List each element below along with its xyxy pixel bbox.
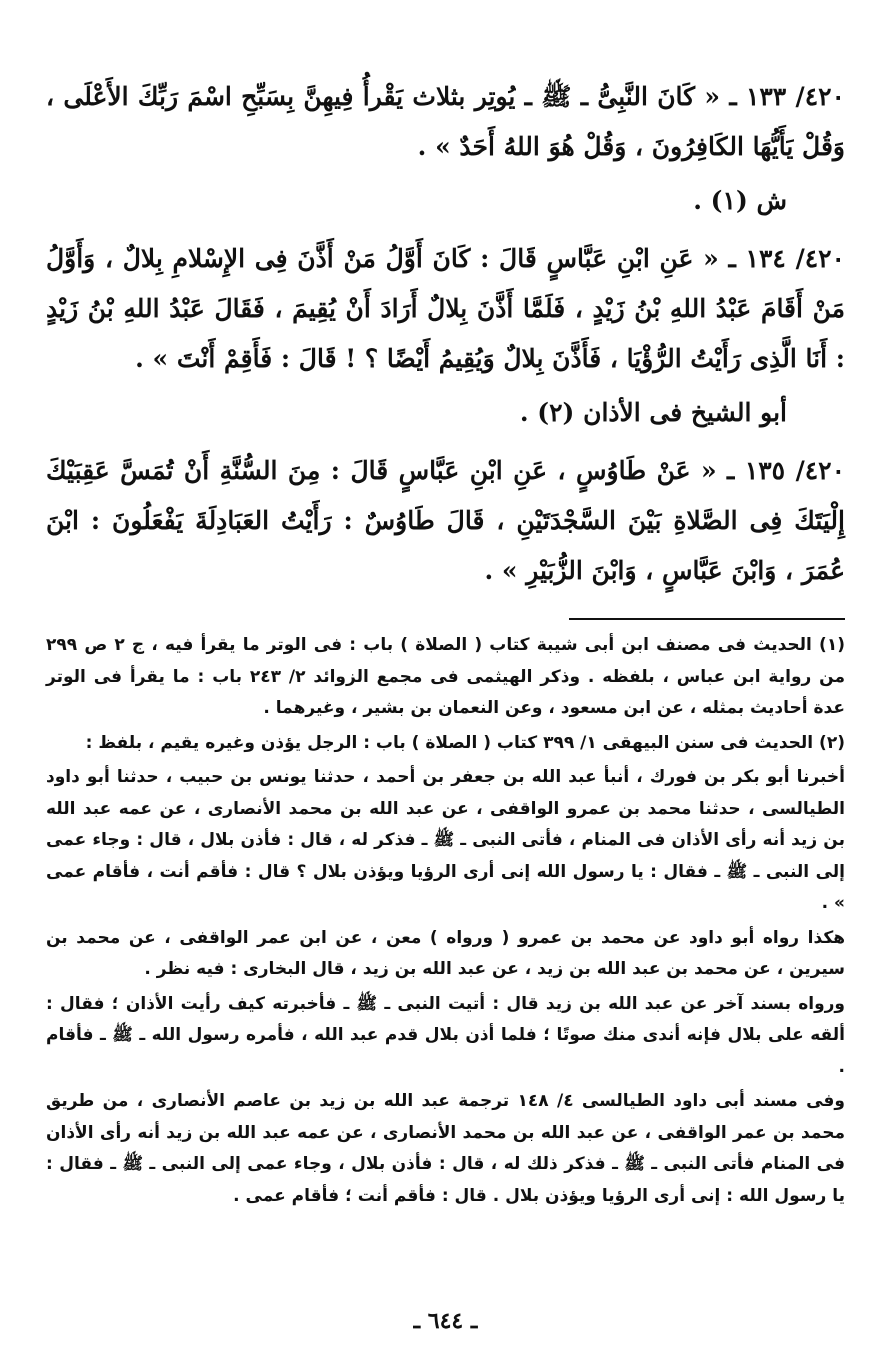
page-number: ـ ٦٤٤ ـ	[413, 1308, 478, 1334]
hadith-133: ٤٢٠/ ١٣٣ ـ « كَانَ النَّبِىُّ ـ ﷺ ـ يُوتِر بثلاث يَقْرأُ فِيهِنَّ بِسَبِّحِ اسْمَ رَبِّكَ الأَعْلَى ، وَقُلْ يَأَيُّهَا الكَافِرُونَ ، وَقُلْ هُوَ اللهُ أَحَدٌ » .	[46, 82, 845, 161]
hadith-135: ٤٢٠/ ١٣٥ ـ « عَنْ طَاوُسٍ ، عَنِ ابْنِ عَبَّاسٍ قَالَ : مِنَ السُّنَّةِ أَنْ تُمَسَّ عَقِبَيْكَ إِلْيَتَكَ فِى الصَّلاةِ بَيْنَ السَّجْدَتَيْنِ ، قَالَ طَاوُسٌ : رَأَيْتُ العَبَادِلَةَ يَفْعَلُونَ : ابْنَ عُمَرَ ، وَابْنَ عَبَّاسٍ ، وَابْنَ الزُّبَيْرِ » .	[46, 456, 846, 585]
footnote-2-heading: (٢) الحديث فى سنن البيهقى ١/ ٣٩٩ كتاب ( الصلاة ) باب : الرجل يؤذن وغيره يقيم ، بلفظ :	[85, 732, 845, 753]
hadith-134: ٤٢٠/ ١٣٤ ـ « عَنِ ابْنِ عَبَّاسٍ قَالَ : كَانَ أَوَّلُ مَنْ أَذَّنَ فِى الإِسْلامِ بِلالٌ ، وَأَوَّلُ مَنْ أَقَامَ عَبْدُ اللهِ بْنُ زَيْدٍ ، فَلَمَّا أَذَّنَ بِلالٌ أَرَادَ أَنْ يُقِيمَ ، فَقَالَ عَبْدُ اللهِ بْنُ زَيْدٍ : أَنَا الَّذِى رَأَيْتُ الرُّؤْيَا ، فَأَذَّنَ بِلالٌ وَيُقِيمُ أَيْضًا ؟ ! قَالَ : فَأَقِمْ أَنْتَ » .	[46, 244, 845, 373]
footnote-2-paragraph: وفى مسند أبى داود الطيالسى ٤/ ١٤٨ ترجمة عبد الله بن زيد بن عاصم الأنصارى ، من طريق محمد بن عمر الواقفى ، عن عبد الله بن محمد الأنصارى ، عن عمه عبد الله بن زيد أنه رأى الأذان فى المنام فأتى النبى ـ ﷺ ـ فذكر ذلك له ، قال : فأذن بلال ، وجاء عمى إلى النبى ـ ﷺ ـ فقال : يا رسول الله : إنى أرى الرؤيا ويؤذن بلال . قال : فأقم أنت ؛ فأقام عمى .	[46, 1091, 845, 1206]
hadith-134-source: أبو الشيخ فى الأذان (٢) .	[519, 398, 787, 427]
footnotes	[46, 630, 845, 1212]
footnote-2-paragraph: أخبرنا أبو بكر بن فورك ، أنبأ عبد الله بن جعفر بن أحمد ، حدثنا يونس بن حبيب ، حدثنا أبو داود الطيالسى ، حدثنا محمد بن عمرو الواقفى ، عن عبد الله بن محمد الأنصارى ، عن عمه عبد الله بن زيد أنه رأى الأذان فى المنام ، فأتى النبى ـ ﷺ ـ فذكر له ، قال : فأذن بلال ، قال : وجاء عمى إلى النبى ـ ﷺ ـ فقال : يا رسول الله إنى أرى الرؤيا ويؤذن بلال ؟ قال : فأقم أنت ، فأقام عمى » .	[46, 767, 845, 913]
footnote-2-paragraph: ورواه بسند آخر عن عبد الله بن زيد قال : أتيت النبى ـ ﷺ ـ فأخبرته كيف رأيت الأذان ؛ فقال : ألقه على بلال فإنه أندى منك صوتًا ؛ فلما أذن بلال قدم عبد الله ، فأمره رسول الله ـ ﷺ ـ فأقام .	[46, 993, 845, 1077]
hadith-133-source: ش (١) .	[693, 186, 787, 215]
footnote-2-paragraph: هكذا رواه أبو داود عن محمد بن عمرو ( ورواه ) معن ، عن ابن عمر الواقفى ، عن محمد بن سيرين ، عن محمد بن عبد الله بن زيد ، عن عبد الله بن زيد ، قال البخارى : فيه نظر .	[46, 927, 845, 979]
footnote-divider	[569, 618, 845, 620]
main-text	[46, 72, 845, 596]
footnote-1: (١) الحديث فى مصنف ابن أبى شيبة كتاب ( الصلاة ) باب : فى الوتر ما يقرأ فيه ، ج ٢ ص ٢٩٩ من رواية ابن عباس ، بلفظه . وذكر الهيثمى فى مجمع الزوائد ٢/ ٢٤٣ باب : ما يقرأ فى الوتر عدة أحاديث بمثله ، عن ابن مسعود ، وعن النعمان بن بشير ، وغيرهما .	[46, 635, 845, 718]
